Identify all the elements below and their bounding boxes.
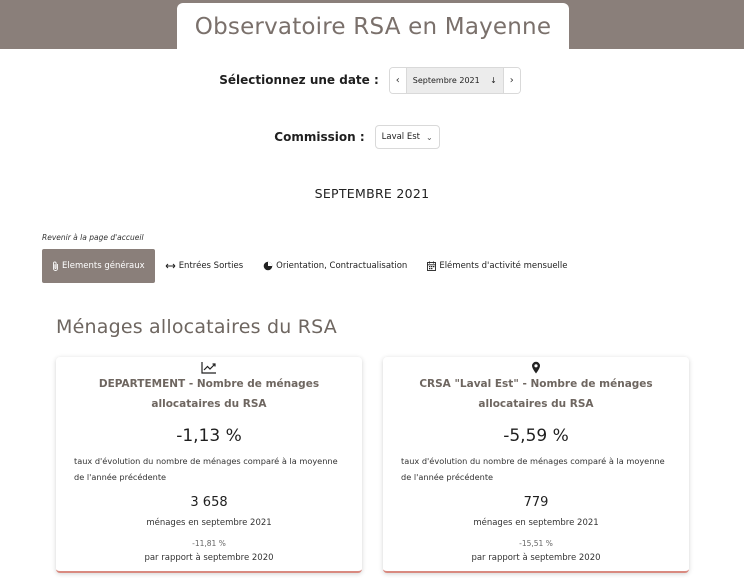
evolution-rate: -5,59 %	[503, 426, 569, 446]
evolution-description: taux d'évolution du nombre de ménages comparé à la moyenne de l'année précédente	[74, 456, 338, 482]
commission-select[interactable]	[375, 125, 440, 149]
card-title: DEPARTEMENT - Nombre de ménages allocataires du RSA	[98, 378, 320, 410]
date-label: Sélectionnez une date :	[219, 73, 379, 87]
map-pin-icon	[383, 361, 689, 374]
yearly-change-percent: -11,81 %	[192, 539, 226, 548]
tab-label: Entrées Sorties	[178, 261, 244, 271]
yearly-change-label: par rapport à septembre 2020	[144, 553, 274, 563]
arrow-down-icon: ↓	[490, 75, 497, 85]
date-value: Septembre 2021	[412, 75, 480, 85]
date-selector-row	[0, 66, 744, 94]
tab-bar	[42, 249, 578, 283]
date-select[interactable]	[406, 68, 504, 93]
paperclip-icon	[52, 261, 59, 271]
next-month-button[interactable]: ›	[504, 68, 520, 93]
tab-orientation[interactable]	[253, 249, 417, 283]
back-home-link[interactable]: Revenir à la page d'accueil	[42, 233, 144, 242]
tab-entrees-sorties[interactable]	[155, 249, 253, 283]
evolution-rate: -1,13 %	[176, 426, 242, 446]
section-title: Ménages allocataires du RSA	[56, 316, 337, 338]
arrows-horizontal-icon	[165, 262, 176, 270]
chevron-down-icon: ⌄	[426, 132, 433, 142]
household-count: 779	[523, 495, 549, 510]
pie-chart-icon	[263, 261, 273, 271]
evolution-description: taux d'évolution du nombre de ménages comparé à la moyenne de l'année précédente	[401, 456, 665, 482]
period-heading: SEPTEMBRE 2021	[314, 186, 430, 201]
tab-elements-generaux[interactable]	[42, 249, 155, 283]
commission-value: Laval Est	[381, 132, 421, 142]
calendar-icon	[427, 261, 436, 271]
yearly-change-percent: -15,51 %	[519, 539, 553, 548]
tab-label: Orientation, Contractualisation	[276, 261, 408, 271]
commission-row	[0, 124, 744, 150]
tab-activite-mensuelle[interactable]	[417, 249, 577, 283]
yearly-change-label: par rapport à septembre 2020	[471, 553, 601, 563]
card-crsa-laval-est	[383, 357, 689, 573]
line-chart-icon	[56, 361, 362, 374]
prev-month-button[interactable]: ‹	[390, 68, 406, 93]
tab-label: Elements généraux	[62, 261, 145, 271]
household-count-label: ménages en septembre 2021	[146, 518, 272, 528]
household-count-label: ménages en septembre 2021	[473, 518, 599, 528]
card-title: CRSA "Laval Est" - Nombre de ménages allocataires du RSA	[419, 378, 653, 410]
tab-label: Eléments d'activité mensuelle	[439, 261, 568, 271]
card-departement	[56, 357, 362, 573]
page-title: Observatoire RSA en Mayenne	[177, 3, 569, 51]
commission-label: Commission :	[274, 130, 365, 144]
household-count: 3 658	[190, 495, 228, 510]
date-picker	[389, 67, 521, 94]
